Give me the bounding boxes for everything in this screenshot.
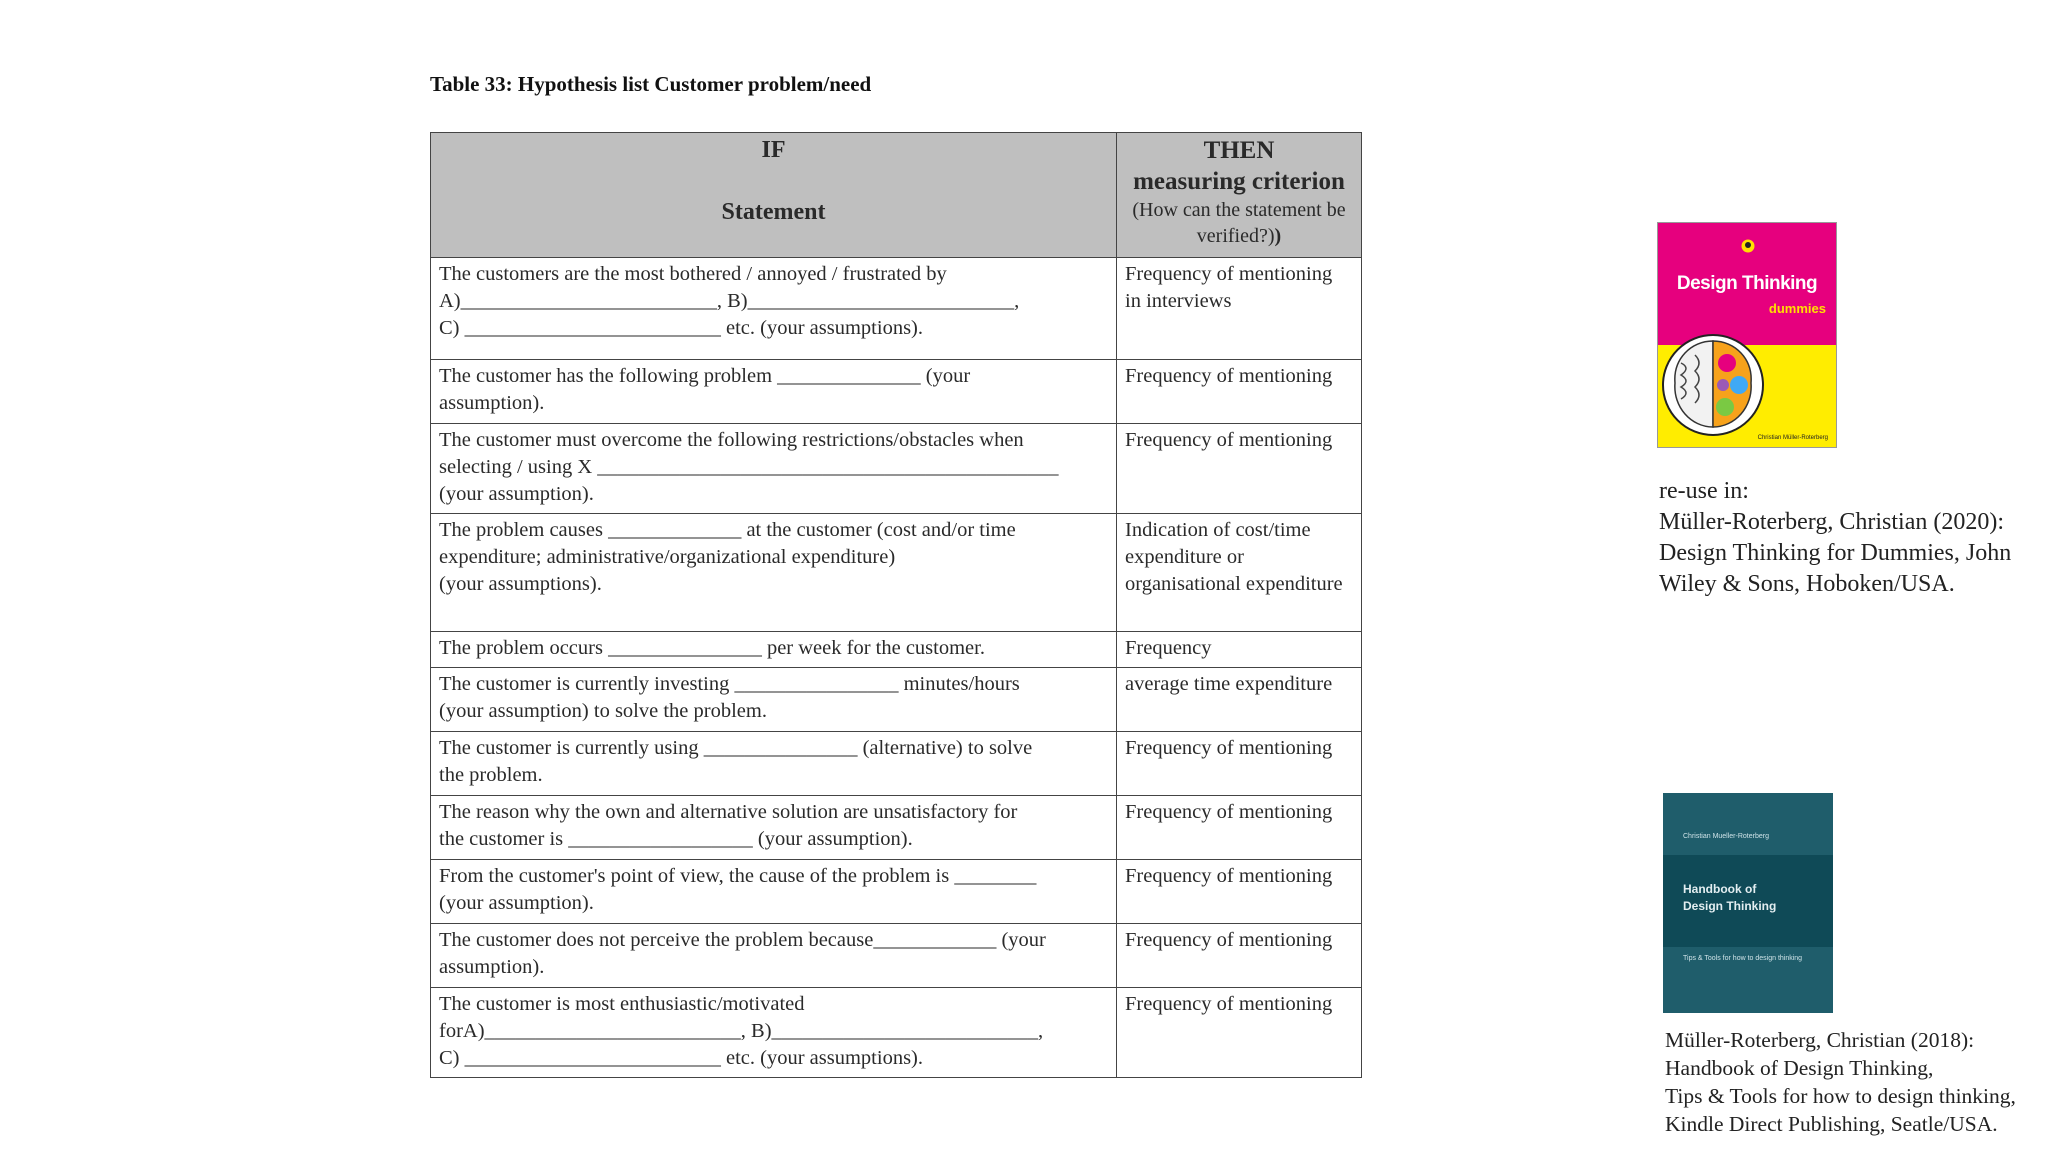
statement-line: The reason why the own and alternative solution are unsatisfactory for bbox=[439, 801, 1018, 823]
handbook-title-line: Handbook of bbox=[1683, 882, 1757, 896]
statement-line: The customers are the most bothered / annoyed / frustrated by bbox=[439, 263, 947, 285]
statement-cell bbox=[431, 632, 1117, 668]
statement-cell bbox=[431, 924, 1117, 988]
reference-line: re-use in: bbox=[1659, 478, 1749, 504]
statement-line: The customer is currently using _______________ (alternative) to solve bbox=[439, 737, 1033, 759]
criterion-cell: Frequency of mentioning in interviews bbox=[1117, 258, 1362, 360]
reference-line: Müller-Roterberg, Christian (2020): bbox=[1659, 509, 2005, 535]
hypothesis-table bbox=[430, 132, 1362, 1078]
handbook-author: Christian Mueller-Roterberg bbox=[1683, 833, 1769, 840]
statement-line: the problem. bbox=[439, 764, 543, 786]
criterion-note-main: (How can the statement be verified?) bbox=[1132, 199, 1346, 247]
dummies-logo-icon bbox=[1741, 239, 1755, 253]
brain-illustration-icon bbox=[1661, 323, 1765, 443]
statement-line: The problem occurs _______________ per week for the customer. bbox=[439, 637, 985, 659]
statement-line: assumption). bbox=[439, 956, 545, 978]
statement-cell bbox=[431, 860, 1117, 924]
criterion-note bbox=[1123, 197, 1355, 249]
reference-line: Tips & Tools for how to design thinking, bbox=[1665, 1084, 2016, 1108]
statement-cell bbox=[431, 514, 1117, 632]
criterion-cell: Frequency of mentioning bbox=[1117, 424, 1362, 514]
reference-dummies bbox=[1659, 476, 2048, 600]
table-row bbox=[431, 360, 1362, 424]
statement-cell bbox=[431, 360, 1117, 424]
statement-cell bbox=[431, 732, 1117, 796]
reference-line: Müller-Roterberg, Christian (2018): bbox=[1665, 1028, 1975, 1052]
reference-handbook bbox=[1665, 1026, 2048, 1138]
statement-line: (your assumption). bbox=[439, 892, 594, 914]
statement-cell bbox=[431, 424, 1117, 514]
table-caption: Table 33: Hypothesis list Customer problem/need bbox=[430, 72, 872, 96]
table-row bbox=[431, 668, 1362, 732]
statement-label: Statement bbox=[721, 199, 826, 225]
criterion-note-close: ) bbox=[1274, 225, 1282, 247]
table-body bbox=[431, 258, 1362, 1078]
criterion-cell: Frequency of mentioning bbox=[1117, 924, 1362, 988]
then-label: THEN bbox=[1203, 137, 1275, 164]
table-row bbox=[431, 860, 1362, 924]
table-row bbox=[431, 924, 1362, 988]
statement-cell bbox=[431, 796, 1117, 860]
criterion-cell: Frequency of mentioning bbox=[1117, 796, 1362, 860]
criterion-cell: Frequency of mentioning bbox=[1117, 732, 1362, 796]
statement-line: selecting / using X _____________________________________________ bbox=[439, 456, 1059, 478]
table-row bbox=[431, 258, 1362, 360]
design-thinking-dummies-cover bbox=[1657, 222, 1837, 448]
criterion-cell: Frequency of mentioning bbox=[1117, 360, 1362, 424]
table-row bbox=[431, 988, 1362, 1078]
statement-line: the customer is __________________ (your assumption). bbox=[439, 828, 913, 850]
criterion-cell: average time expenditure bbox=[1117, 668, 1362, 732]
statement-line: The problem causes _____________ at the customer (cost and/or time bbox=[439, 519, 1016, 541]
statement-line: The customer has the following problem ______________ (your bbox=[439, 365, 971, 387]
criterion-cell: Indication of cost/time expenditure or organisational expenditure bbox=[1117, 514, 1362, 632]
table-row bbox=[431, 732, 1362, 796]
cover-dummies-word: dummies bbox=[1768, 301, 1826, 316]
reference-line: Design Thinking for Dummies, John bbox=[1659, 540, 2012, 566]
handbook-subtitle: Tips & Tools for how to design thinking bbox=[1683, 955, 1803, 962]
criterion-cell: Frequency bbox=[1117, 632, 1362, 668]
statement-line: C) _________________________ etc. (your assumptions). bbox=[439, 317, 923, 339]
statement-line: (your assumptions). bbox=[439, 573, 602, 595]
handbook-title-line: Design Thinking bbox=[1683, 899, 1777, 913]
statement-line: The customer is most enthusiastic/motivated bbox=[439, 993, 805, 1015]
statement-line: C) _________________________ etc. (your assumptions). bbox=[439, 1047, 923, 1069]
reference-line: Kindle Direct Publishing, Seatle/USA. bbox=[1665, 1112, 1998, 1136]
cover-author: Christian Müller-Roterberg bbox=[1757, 435, 1828, 441]
statement-line: forA)_________________________, B)__________________________, bbox=[439, 1020, 1044, 1042]
statement-line: expenditure; administrative/organizational expenditure) bbox=[439, 546, 896, 568]
handbook-title bbox=[1683, 881, 1776, 915]
if-header bbox=[431, 133, 1117, 258]
cover-title: Design Thinking bbox=[1676, 273, 1818, 294]
statement-line: (your assumption) to solve the problem. bbox=[439, 700, 767, 722]
table-row bbox=[431, 514, 1362, 632]
if-label: IF bbox=[761, 137, 786, 163]
statement-line: From the customer's point of view, the cause of the problem is ________ bbox=[439, 865, 1037, 887]
handbook-design-thinking-cover bbox=[1663, 793, 1833, 1013]
statement-line: The customer must overcome the following restrictions/obstacles when bbox=[439, 429, 1024, 451]
then-header bbox=[1117, 133, 1362, 258]
criterion-cell: Frequency of mentioning bbox=[1117, 988, 1362, 1078]
table-row bbox=[431, 796, 1362, 860]
statement-line: assumption). bbox=[439, 392, 545, 414]
statement-line: The customer is currently investing ________________ minutes/hours bbox=[439, 673, 1020, 695]
statement-line: (your assumption). bbox=[439, 483, 594, 505]
table-header-row bbox=[431, 133, 1362, 258]
statement-cell bbox=[431, 258, 1117, 360]
reference-line: Wiley & Sons, Hoboken/USA. bbox=[1659, 571, 1955, 597]
statement-line: The customer does not perceive the problem because____________ (your bbox=[439, 929, 1046, 951]
statement-cell bbox=[431, 988, 1117, 1078]
statement-line: A)_________________________, B)__________________________, bbox=[439, 290, 1020, 312]
reference-line: Handbook of Design Thinking, bbox=[1665, 1056, 1934, 1080]
criterion-cell: Frequency of mentioning bbox=[1117, 860, 1362, 924]
criterion-label: measuring criterion bbox=[1133, 168, 1345, 195]
table-row bbox=[431, 632, 1362, 668]
table-row bbox=[431, 424, 1362, 514]
statement-cell bbox=[431, 668, 1117, 732]
